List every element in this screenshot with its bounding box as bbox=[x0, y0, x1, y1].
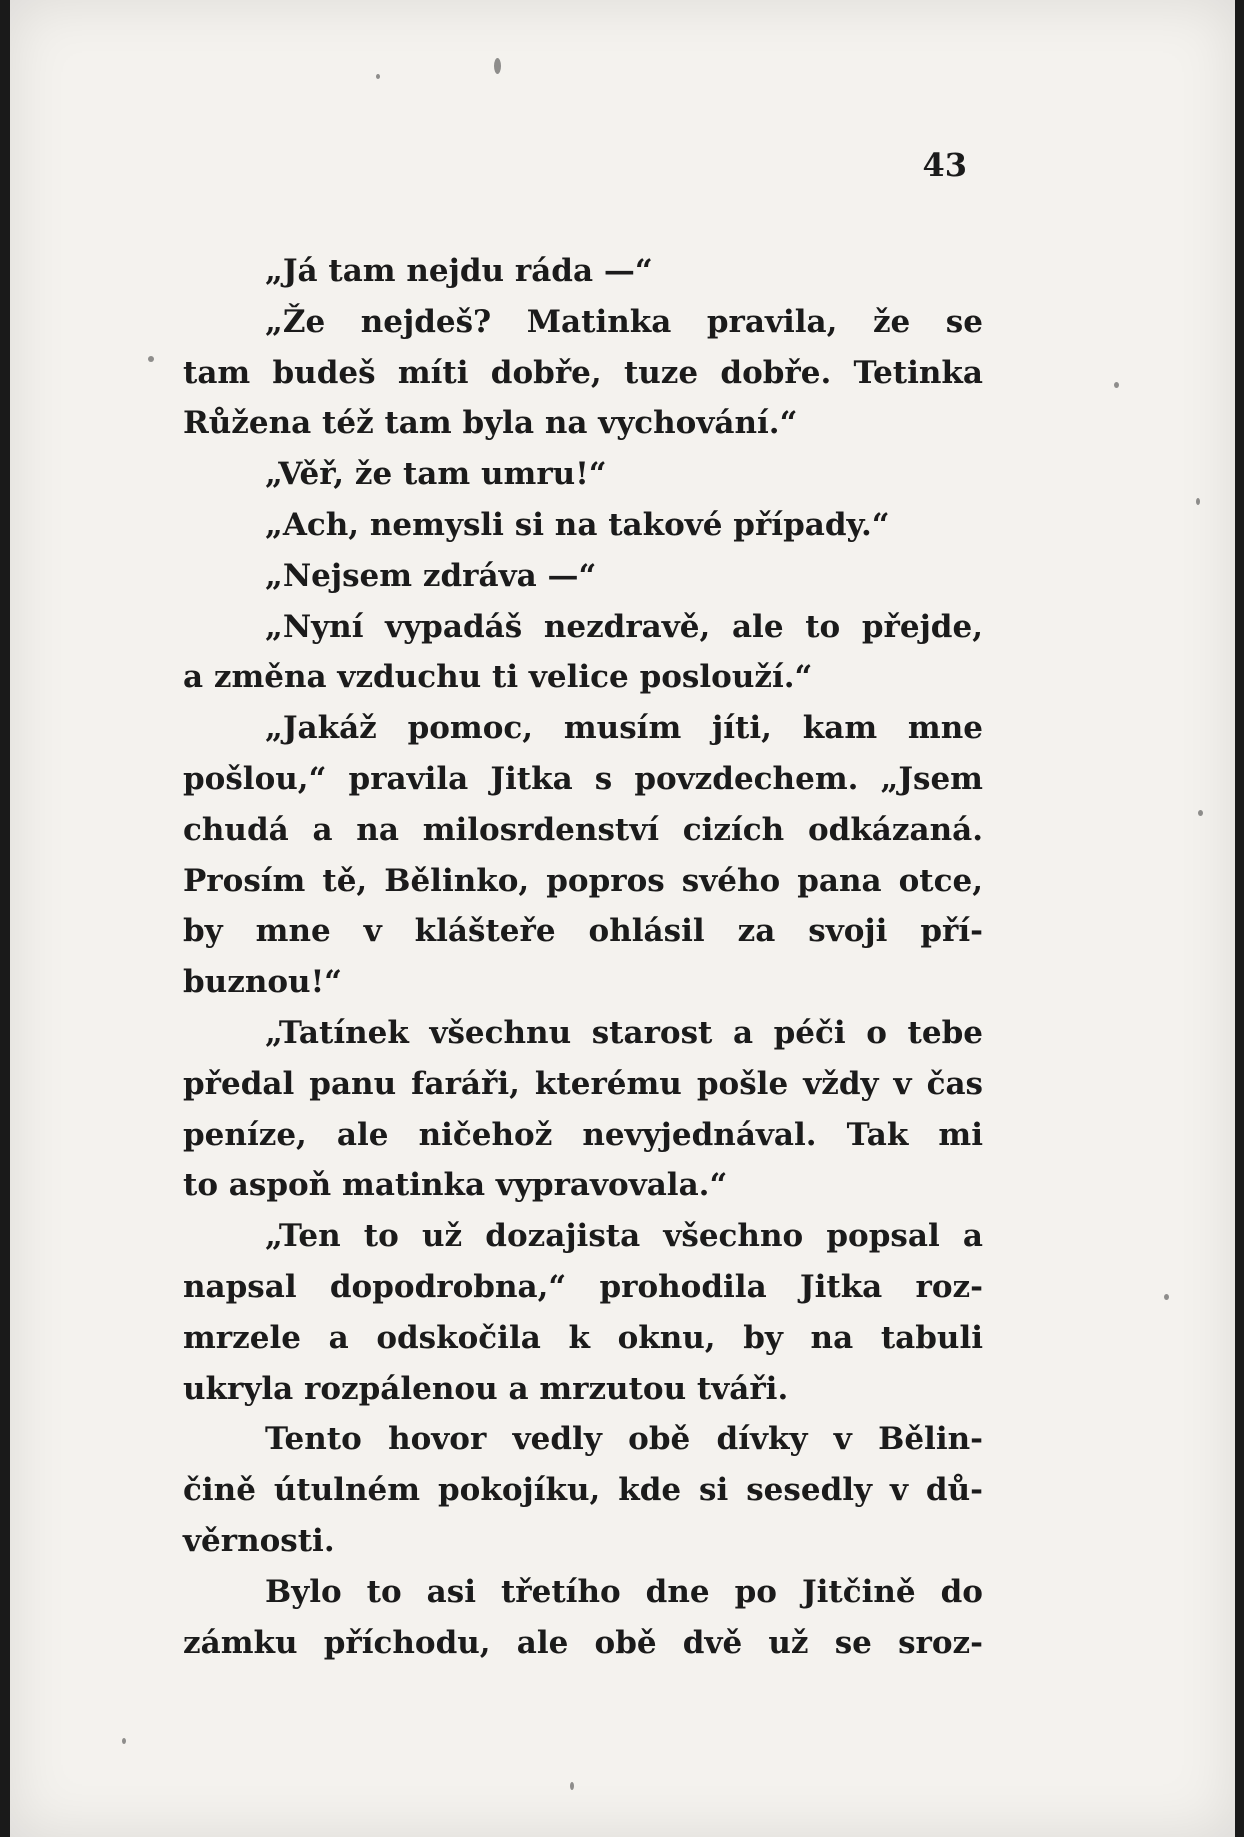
text-line: předal panu faráři, kterému pošle vždy v čas bbox=[183, 1065, 983, 1102]
text-line: pošlou,“ pravila Jitka s povzdechem. „Jsem bbox=[183, 760, 983, 797]
text-line: „Věř, že tam umru!“ bbox=[265, 456, 607, 493]
text-line: čině útulném pokojíku, kde si sesedly v dů- bbox=[183, 1472, 983, 1509]
text-line: tam budeš míti dobře, tuze dobře. Tetinka bbox=[183, 354, 983, 391]
scanned-book-page bbox=[10, 0, 1235, 1837]
ink-speck bbox=[1114, 382, 1119, 388]
ink-speck bbox=[122, 1738, 126, 1744]
text-line: „Já tam nejdu ráda —“ bbox=[265, 253, 653, 289]
text-line: věrnosti. bbox=[183, 1522, 335, 1559]
ink-speck bbox=[376, 74, 380, 79]
ink-speck bbox=[570, 1782, 574, 1790]
text-line: buznou!“ bbox=[183, 964, 343, 1001]
ink-speck bbox=[148, 356, 154, 362]
text-line: Tento hovor vedly obě dívky v Bělin- bbox=[265, 1421, 983, 1458]
text-line: „Že nejdeš? Matinka pravila, že se bbox=[265, 303, 983, 340]
text-line: „Jakáž pomoc, musím jíti, kam mne bbox=[265, 710, 983, 747]
text-line: by mne v klášteře ohlásil za svoji pří- bbox=[183, 913, 983, 950]
text-line: Prosím tě, Bělinko, popros svého pana otce, bbox=[183, 862, 983, 899]
text-line: „Tatínek všechnu starost a péči o tebe bbox=[265, 1014, 983, 1051]
text-line: Bylo to asi třetího dne po Jitčině do bbox=[265, 1573, 983, 1610]
text-line: „Ten to už dozajista všechno popsal a bbox=[265, 1218, 983, 1255]
ink-speck bbox=[494, 58, 501, 74]
ink-speck bbox=[1164, 1294, 1169, 1300]
text-line: zámku příchodu, ale obě dvě už se sroz- bbox=[183, 1624, 983, 1661]
text-line: peníze, ale ničehož nevyjednával. Tak mi bbox=[183, 1116, 983, 1153]
text-line: a změna vzduchu ti velice poslouží.“ bbox=[183, 659, 813, 696]
text-line: ukryla rozpálenou a mrzutou tváři. bbox=[183, 1370, 789, 1407]
text-line: „Nyní vypadáš nezdravě, ale to přejde, bbox=[265, 608, 983, 645]
text-line: napsal dopodrobna,“ prohodila Jitka roz- bbox=[183, 1268, 983, 1305]
ink-speck bbox=[1198, 810, 1203, 816]
text-line: Růžena též tam byla na vychování.“ bbox=[183, 405, 798, 442]
text-line: chudá a na milosrdenství cizích odkázaná. bbox=[183, 811, 983, 848]
text-line: to aspoň matinka vypravovala.“ bbox=[183, 1167, 728, 1204]
page-number: 43 bbox=[922, 146, 967, 184]
body-text bbox=[183, 246, 983, 1668]
text-line: „Ach, nemysli si na takové případy.“ bbox=[265, 506, 890, 543]
ink-speck bbox=[1196, 498, 1200, 505]
text-line: „Nejsem zdráva —“ bbox=[265, 557, 597, 594]
text-line: mrzele a odskočila k oknu, by na tabuli bbox=[183, 1319, 983, 1356]
